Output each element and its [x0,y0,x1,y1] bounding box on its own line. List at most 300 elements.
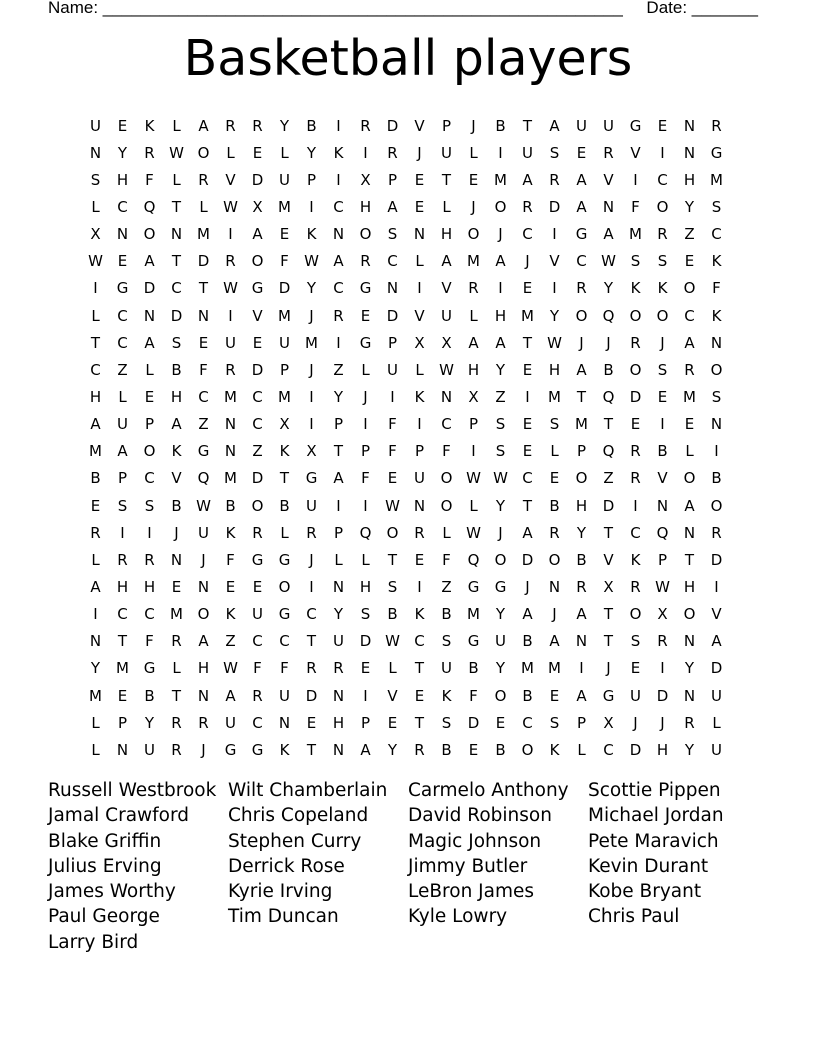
grid-letter: D [251,170,264,189]
grid-letter: L [199,197,208,216]
grid-letter: I [147,523,152,542]
grid-letter: R [198,713,209,732]
grid-letter: N [548,577,561,596]
grid-letter: U [333,632,344,651]
grid-letter: R [630,577,641,596]
grid-letter: F [469,686,478,705]
grid-letter: O [359,225,372,244]
grid-letter: S [630,252,641,271]
grid-letter: S [387,577,398,596]
grid-letter: R [252,116,263,135]
grid-letter: N [602,197,615,216]
grid-letter: C [333,197,344,216]
grid-letter: I [120,523,125,542]
grid-letter: D [467,713,480,732]
grid-letter: K [279,442,290,461]
grid-letter: L [172,659,181,678]
grid-letter: J [174,523,179,542]
grid-letter: Z [441,577,452,596]
grid-letter: R [252,686,263,705]
word-list-item: Jimmy Butler [408,855,528,877]
grid-letter: A [603,225,614,244]
grid-letter: A [117,442,128,461]
grid-letter: R [198,170,209,189]
grid-letter: B [603,360,614,379]
grid-letter: A [495,252,506,271]
grid-letter: Y [495,496,506,515]
grid-letter: R [306,523,317,542]
grid-letter: E [684,415,695,434]
grid-letter: F [280,659,289,678]
grid-letter: A [711,632,722,651]
grid-letter: M [710,170,723,189]
grid-letter: E [522,279,533,298]
grid-letter: Q [602,442,615,461]
grid-letter: I [336,333,341,352]
grid-letter: K [225,605,236,624]
grid-letter: N [116,740,129,759]
grid-letter: U [225,333,236,352]
grid-letter: E [630,415,641,434]
grid-letter: M [197,225,210,244]
grid-letter: R [171,713,182,732]
grid-letter: A [522,170,533,189]
grid-letter: N [575,632,588,651]
grid-letter: F [145,632,154,651]
grid-letter: X [414,333,425,352]
grid-letter: V [225,170,236,189]
word-list-item: Derrick Rose [228,855,345,877]
grid-letter: W [385,496,400,515]
grid-letter: U [225,713,236,732]
grid-letter: U [117,415,128,434]
grid-letter: N [170,550,183,569]
grid-letter: R [306,659,317,678]
grid-letter: A [684,496,695,515]
grid-letter: P [387,333,398,352]
grid-letter: R [252,523,263,542]
grid-letter: Y [90,659,101,678]
grid-letter: R [333,659,344,678]
grid-letter: O [575,306,588,325]
grid-letter: S [549,143,560,162]
grid-letter: N [332,686,345,705]
grid-letter: I [363,686,368,705]
grid-letter: D [359,632,372,651]
grid-letter: I [336,116,341,135]
grid-letter: F [442,442,451,461]
grid-letter: S [657,252,668,271]
grid-letter: L [91,197,100,216]
grid-letter: A [90,415,101,434]
grid-letter: L [91,740,100,759]
grid-letter: N [683,686,696,705]
grid-letter: K [711,306,722,325]
grid-letter: U [711,686,722,705]
grid-letter: U [414,469,425,488]
grid-letter: P [441,116,452,135]
word-list-item: Carmelo Anthony [408,780,569,801]
grid-letter: M [224,387,237,406]
grid-letter: Y [549,306,560,325]
grid-letter: L [91,306,100,325]
grid-letter: O [494,686,507,705]
grid-letter: J [579,333,584,352]
grid-letter: D [170,306,183,325]
grid-letter: I [417,279,422,298]
grid-letter: W [196,496,211,515]
grid-letter: E [117,116,128,135]
grid-letter: F [226,550,235,569]
word-list-item: James Worthy [48,881,176,903]
grid-letter: S [441,713,452,732]
word-list-item: Pete Maravich [588,830,719,852]
grid-letter: C [414,632,425,651]
grid-letter: A [252,225,263,244]
grid-letter: X [252,197,263,216]
grid-letter: U [90,116,101,135]
grid-letter: A [441,252,452,271]
grid-letter: Q [359,523,372,542]
grid-letter: E [252,143,263,162]
grid-letter: X [360,170,371,189]
grid-letter: I [660,143,665,162]
grid-letter: H [197,659,210,678]
grid-letter: A [576,360,587,379]
grid-letter: C [117,333,128,352]
grid-letter: N [413,225,426,244]
word-list-item: Paul George [48,906,160,928]
grid-letter: Z [603,469,614,488]
grid-letter: G [278,550,291,569]
grid-letter: F [145,170,154,189]
grid-letter: Y [279,116,290,135]
grid-letter: N [197,577,210,596]
word-list-item: Julius Erving [48,855,162,877]
grid-letter: X [603,577,614,596]
grid-letter: E [279,225,290,244]
grid-letter: B [171,360,182,379]
grid-letter: T [387,550,398,569]
grid-letter: T [198,279,209,298]
grid-letter: B [468,659,479,678]
grid-letter: O [440,496,453,515]
grid-letter: H [359,577,372,596]
grid-letter: E [549,686,560,705]
grid-letter: I [471,442,476,461]
grid-letter: U [711,740,722,759]
grid-letter: A [225,686,236,705]
grid-letter: A [576,686,587,705]
grid-letter: H [440,225,453,244]
grid-letter: L [91,713,100,732]
grid-letter: C [144,605,155,624]
grid-letter: C [333,279,344,298]
grid-letter: B [522,686,533,705]
grid-letter: I [660,659,665,678]
grid-letter: G [278,605,291,624]
grid-letter: A [333,252,344,271]
grid-letter: W [655,577,670,596]
grid-letter: C [90,360,101,379]
grid-letter: P [306,170,317,189]
grid-letter: E [522,360,533,379]
grid-letter: T [603,415,614,434]
grid-letter: M [278,387,291,406]
grid-letter: B [306,116,317,135]
grid-letter: H [494,306,507,325]
grid-letter: C [306,605,317,624]
grid-letter: V [414,306,425,325]
grid-letter: T [306,632,317,651]
grid-letter: V [603,170,614,189]
grid-letter: O [683,279,696,298]
grid-letter: T [603,605,614,624]
grid-letter: G [143,659,156,678]
grid-letter: C [387,252,398,271]
grid-letter: I [363,496,368,515]
grid-letter: C [522,713,533,732]
grid-letter: T [576,387,587,406]
grid-letter: L [361,360,370,379]
grid-letter: U [441,143,452,162]
grid-letter: D [386,116,399,135]
grid-letter: L [442,523,451,542]
grid-letter: L [388,659,397,678]
grid-letter: L [577,740,586,759]
grid-letter: E [306,713,317,732]
grid-letter: L [226,143,235,162]
grid-letter: L [442,197,451,216]
grid-letter: I [579,659,584,678]
grid-letter: C [711,225,722,244]
grid-letter: T [171,686,182,705]
grid-letter: U [306,496,317,515]
word-list-item: Jamal Crawford [48,805,190,827]
grid-letter: O [386,523,399,542]
grid-letter: D [305,686,318,705]
grid-letter: R [468,279,479,298]
grid-letter: D [251,469,264,488]
grid-letter: I [309,415,314,434]
grid-letter: J [471,197,476,216]
grid-letter: R [549,523,560,542]
grid-letter: I [336,496,341,515]
grid-letter: L [145,360,154,379]
grid-letter: Y [117,143,128,162]
grid-letter: X [306,442,317,461]
grid-letter: I [714,442,719,461]
grid-letter: V [657,469,668,488]
grid-letter: O [521,740,534,759]
grid-letter: F [631,197,640,216]
grid-letter: U [441,659,452,678]
grid-letter: S [387,225,398,244]
grid-letter: O [629,360,642,379]
grid-letter: D [629,740,642,759]
grid-letter: E [657,116,668,135]
grid-letter: E [171,577,182,596]
grid-letter: E [549,469,560,488]
grid-letter: S [630,632,641,651]
grid-letter: N [170,225,183,244]
grid-letter: N [224,415,237,434]
grid-letter: R [522,197,533,216]
grid-letter: R [225,360,236,379]
grid-letter: M [305,333,318,352]
grid-letter: M [548,387,561,406]
grid-letter: H [116,170,129,189]
grid-letter: U [279,686,290,705]
grid-letter: E [117,686,128,705]
grid-letter: O [710,496,723,515]
grid-letter: G [575,225,588,244]
grid-letter: W [493,469,508,488]
grid-letter: J [525,252,530,271]
grid-letter: N [143,306,156,325]
grid-letter: P [387,170,398,189]
grid-letter: Y [684,197,695,216]
grid-letter: B [657,442,668,461]
grid-letter: R [630,469,641,488]
grid-letter: I [228,306,233,325]
grid-letter: C [117,605,128,624]
grid-letter: O [629,605,642,624]
grid-letter: N [116,225,129,244]
grid-letter: F [280,252,289,271]
grid-letter: J [309,360,314,379]
grid-letter: E [198,333,209,352]
grid-letter: P [360,713,371,732]
grid-letter: A [360,740,371,759]
grid-letter: E [414,550,425,569]
grid-letter: M [467,605,480,624]
grid-letter: V [711,605,722,624]
grid-letter: H [89,387,102,406]
grid-letter: A [495,333,506,352]
grid-letter: B [144,686,155,705]
grid-letter: R [414,523,425,542]
grid-letter: J [498,523,503,542]
grid-letter: Z [225,632,236,651]
word-list-item: Kobe Bryant [588,881,702,903]
grid-letter: S [144,496,155,515]
grid-letter: S [171,333,182,352]
grid-letter: Z [495,387,506,406]
grid-letter: E [252,577,263,596]
grid-letter: Y [684,659,695,678]
word-list-item: Wilt Chamberlain [228,780,388,801]
grid-letter: V [387,686,398,705]
grid-letter: B [711,469,722,488]
grid-letter: R [225,252,236,271]
grid-letter: J [525,577,530,596]
grid-letter: M [116,659,129,678]
grid-letter: F [388,442,397,461]
grid-letter: I [417,577,422,596]
grid-letter: O [548,550,561,569]
grid-letter: T [306,740,317,759]
grid-letter: M [521,306,534,325]
grid-letter: C [117,197,128,216]
grid-letter: E [360,659,371,678]
grid-letter: A [576,605,587,624]
grid-letter: L [550,442,559,461]
grid-letter: V [441,279,452,298]
grid-letter: I [633,496,638,515]
grid-letter: E [90,496,101,515]
grid-letter: O [467,225,480,244]
grid-letter: O [440,469,453,488]
grid-letter: Y [387,740,398,759]
grid-letter: I [417,415,422,434]
grid-letter: W [223,279,238,298]
grid-letter: C [117,306,128,325]
grid-letter: A [90,577,101,596]
grid-letter: P [576,442,587,461]
grid-letter: J [606,659,611,678]
grid-letter: X [657,605,668,624]
grid-letter: E [468,740,479,759]
word-list-item: Blake Griffin [48,830,162,852]
grid-letter: E [360,306,371,325]
grid-letter: A [387,197,398,216]
grid-letter: R [360,116,371,135]
grid-letter: A [144,333,155,352]
grid-letter: L [685,442,694,461]
grid-letter: L [469,306,478,325]
grid-letter: R [657,632,668,651]
grid-letter: H [116,577,129,596]
grid-letter: R [576,577,587,596]
grid-letter: O [197,143,210,162]
grid-letter: I [633,170,638,189]
grid-letter: P [333,415,344,434]
grid-letter: R [684,713,695,732]
grid-letter: H [143,577,156,596]
grid-letter: K [171,442,182,461]
grid-letter: X [90,225,101,244]
grid-letter: M [467,252,480,271]
grid-letter: U [441,306,452,325]
grid-letter: D [548,197,561,216]
grid-letter: W [439,360,454,379]
grid-letter: D [710,550,723,569]
grid-letter: C [522,225,533,244]
grid-letter: P [657,550,668,569]
grid-letter: U [144,740,155,759]
grid-letter: I [363,143,368,162]
grid-letter: J [660,333,665,352]
word-list-item: Scottie Pippen [588,780,721,801]
grid-letter: F [253,659,262,678]
grid-letter: R [414,740,425,759]
grid-letter: G [467,577,480,596]
grid-letter: J [633,713,638,732]
grid-letter: Q [467,550,480,569]
grid-letter: O [683,605,696,624]
word-list-item: Kyrie Irving [228,881,333,903]
grid-letter: B [387,605,398,624]
grid-letter: O [575,469,588,488]
grid-letter: W [88,252,103,271]
grid-letter: K [549,740,560,759]
grid-letter: I [309,197,314,216]
grid-letter: W [601,252,616,271]
grid-letter: I [525,387,530,406]
grid-letter: J [201,550,206,569]
grid-letter: G [305,469,318,488]
